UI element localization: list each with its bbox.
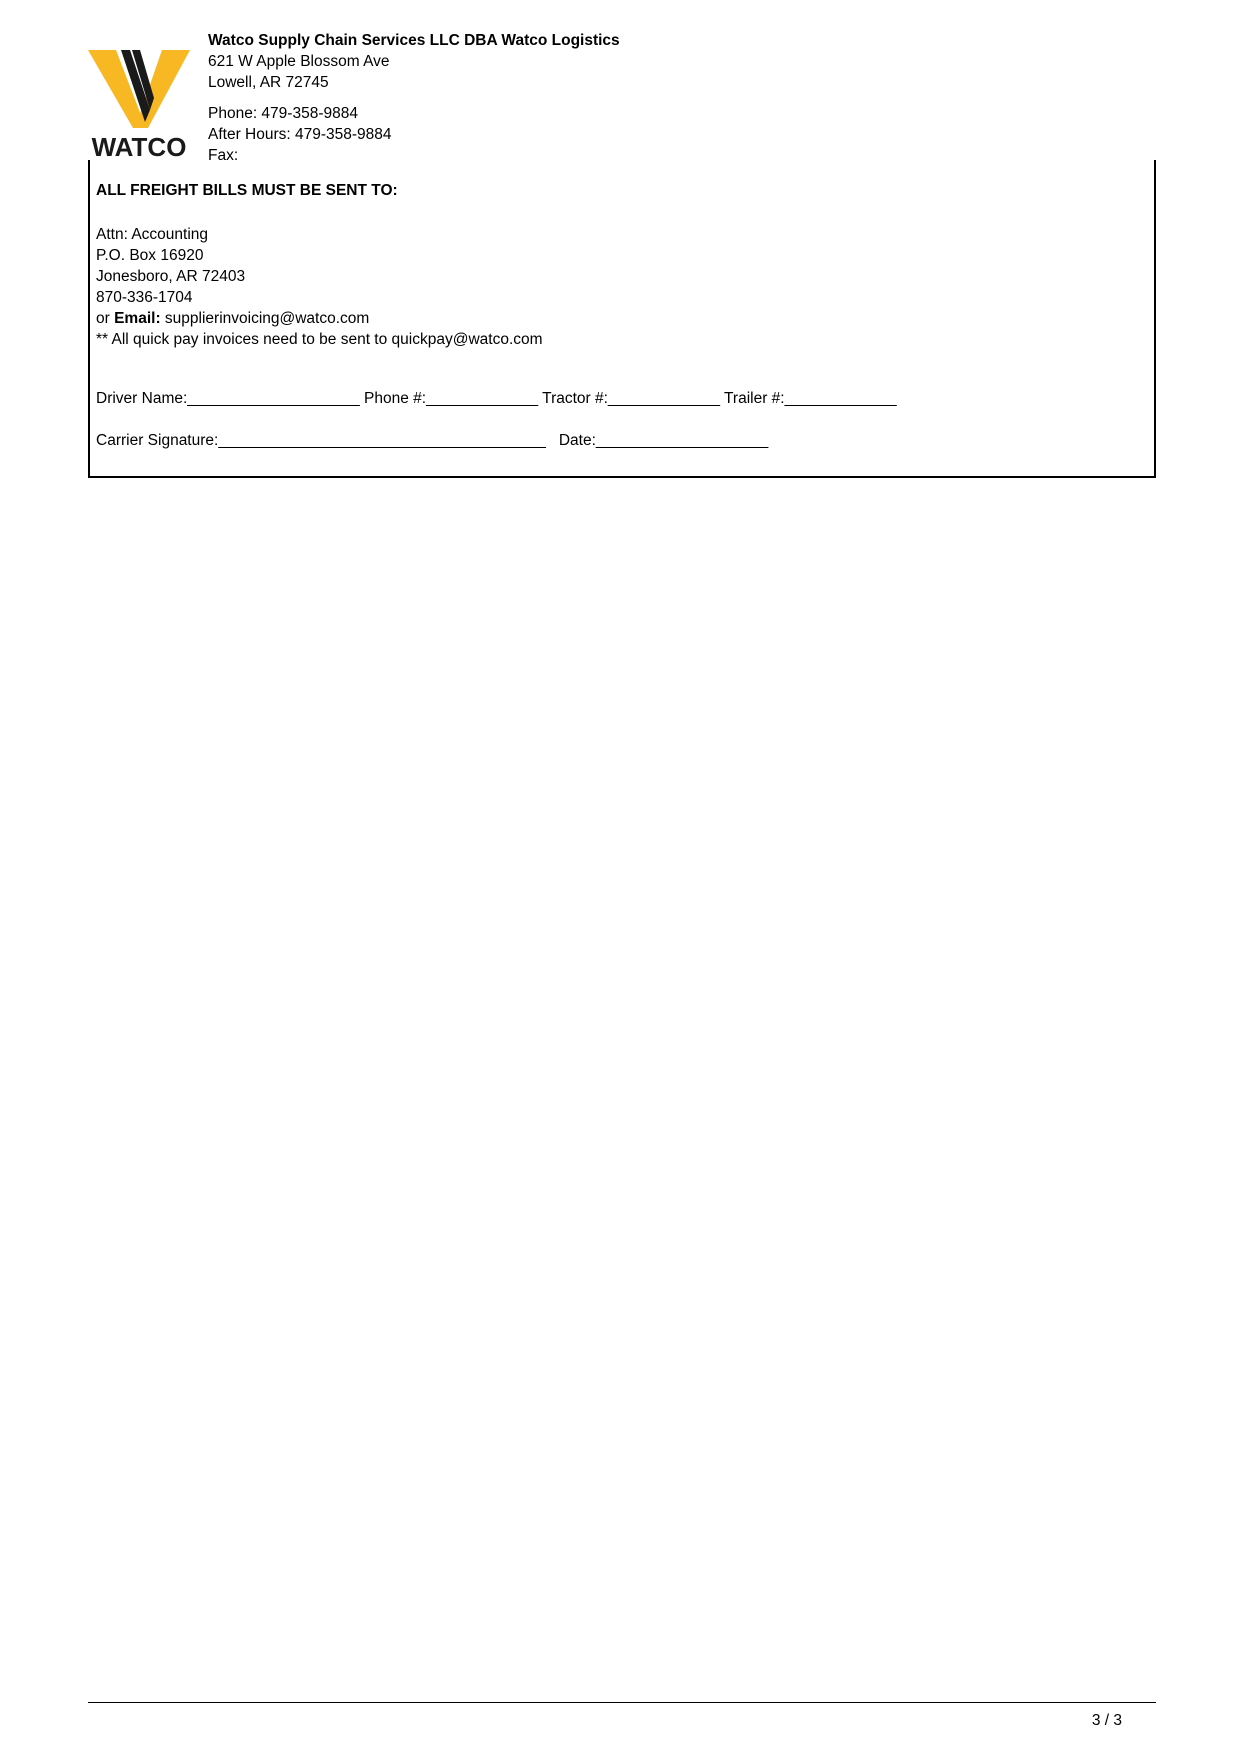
billing-city: Jonesboro, AR 72403 [96,268,246,285]
logo-text: WATCO [91,132,187,160]
billing-email-value: supplierinvoicing@watco.com [160,310,370,327]
billing-address [96,224,543,350]
billing-po-box: P.O. Box 16920 [96,247,204,264]
company-name: Watco Supply Chain Services LLC DBA Watco Logistics [208,32,620,49]
driver-phone-field[interactable]: Phone #:_____________ [364,390,539,407]
freight-bill-box [88,160,1156,478]
driver-name-field[interactable]: Driver Name:____________________ [96,390,360,407]
billing-email-line [96,308,543,329]
company-after-hours: After Hours: 479-358-9884 [208,126,392,143]
carrier-signature-field[interactable]: Carrier Signature:______________________________________ [96,432,546,449]
driver-info-row [96,390,897,408]
signature-row [96,432,768,450]
company-fax: Fax: [208,147,239,164]
billing-email-label: Email: [114,310,161,327]
company-info [208,30,620,166]
company-address-line2: Lowell, AR 72745 [208,74,329,91]
tractor-field[interactable]: Tractor #:_____________ [542,390,720,407]
freight-bills-heading: ALL FREIGHT BILLS MUST BE SENT TO: [96,182,398,199]
billing-attn: Attn: Accounting [96,226,209,243]
trailer-field[interactable]: Trailer #:_____________ [724,390,897,407]
company-address-line1: 621 W Apple Blossom Ave [208,53,390,70]
watco-logo-mark [88,50,190,160]
watco-logo [88,50,190,160]
date-field[interactable]: Date:____________________ [558,432,769,449]
company-phone: Phone: 479-358-9884 [208,105,358,122]
page-number: 3 / 3 [1091,1712,1122,1729]
quickpay-note: ** All quick pay invoices need to be sent to quickpay@watco.com [96,331,543,348]
billing-email-prefix: or [96,310,115,327]
billing-phone: 870-336-1704 [96,289,193,306]
footer-divider [88,1702,1156,1703]
